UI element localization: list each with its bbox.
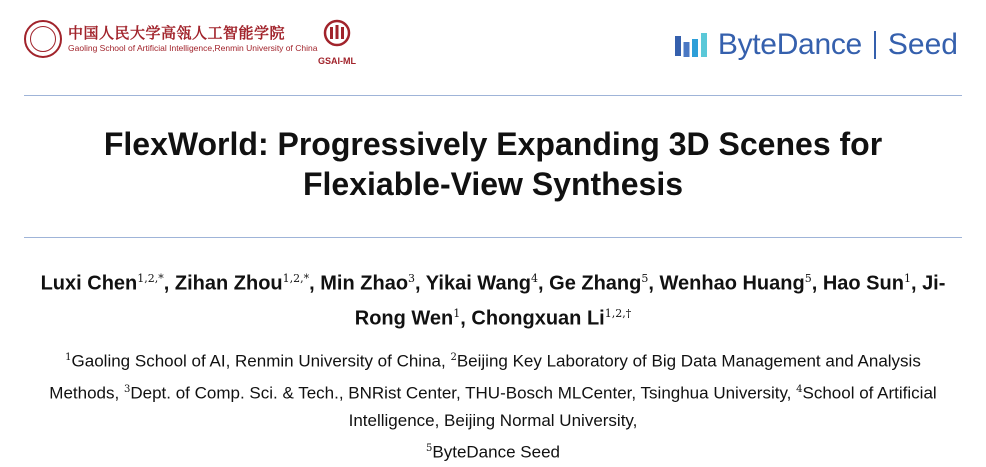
author: Zihan Zhou xyxy=(174,272,283,295)
bytedance-bars-icon xyxy=(674,30,710,60)
author: Ji-Rong Wen xyxy=(354,272,946,330)
affil-mark: 5 xyxy=(426,443,433,455)
affil-mark: 1 xyxy=(65,352,72,363)
top-divider xyxy=(24,95,962,96)
title-divider xyxy=(24,237,962,238)
author-affil-mark: 4 xyxy=(531,272,539,285)
author-affil-mark: 1,2,* xyxy=(137,272,164,285)
affiliation-list xyxy=(30,344,956,467)
ruc-name-cn: 中国人民大学高瓴人工智能学院 xyxy=(68,24,286,42)
author: Yikai Wang xyxy=(425,272,532,295)
logo-separator xyxy=(874,31,876,59)
affil-mark: 2 xyxy=(450,352,457,363)
gsai-emblem-icon xyxy=(317,18,357,50)
affiliation: Dept. of Comp. Sci. & Tech., BNRist Center, THU-Bosch MLCenter, Tsinghua University, xyxy=(130,383,792,403)
title-line-1: FlexWorld: Progressively Expanding 3D Scenes for xyxy=(103,126,883,162)
paper-title xyxy=(0,124,986,204)
affil-mark: 4 xyxy=(796,383,803,395)
author: Ge Zhang xyxy=(549,272,642,295)
author-affil-mark: 1 xyxy=(903,272,911,285)
author: Min Zhao xyxy=(320,272,409,295)
bytedance-seed-logo xyxy=(674,28,958,62)
author-affil-mark: 1,2,† xyxy=(604,306,632,320)
affiliation: School of Artificial Intelligence, Beijing Normal University, xyxy=(348,383,937,431)
affil-mark: 3 xyxy=(123,383,131,395)
ruc-name-en: Gaoling School of Artificial Intelligence,Renmin University of China xyxy=(68,43,318,53)
ruc-logo xyxy=(24,20,317,58)
author-affil-mark: 5 xyxy=(804,272,812,285)
author-affil-mark: 3 xyxy=(408,272,416,285)
author: Hao Sun xyxy=(822,272,904,295)
title-line-2: Flexiable-View Synthesis xyxy=(302,166,683,202)
affiliation: Beijing Key Laboratory of Big Data Management and Analysis Methods, xyxy=(49,351,921,403)
author-affil-mark: 1,2,* xyxy=(282,272,310,285)
author-list: Luxi Chen$^{1,2,*}$, Zihan Zhou$^{1,2,*}$, Min Zhao$^3$, Yikai Wang$^4$, Ge Zhang$^5$, Wenhao Huang$^5$, Hao Sun$^1$, Ji-Rong Wen$^1$, Chongxuan $Li^{1,2,\dagger}$ xyxy=(40,272,946,330)
ruc-seal-icon xyxy=(24,20,62,58)
bytedance-name: ByteDance xyxy=(717,28,862,61)
header xyxy=(0,0,986,90)
seed-name: Seed xyxy=(887,28,958,61)
author: Luxi Chen xyxy=(40,272,138,295)
gsai-label: GSAI-ML xyxy=(318,56,356,66)
affiliation: Gaoling School of AI, Renmin University of China, xyxy=(71,351,446,371)
author-affil-mark: 1 xyxy=(453,306,461,320)
author: Chongxuan Li xyxy=(471,307,605,330)
affiliation: ByteDance Seed xyxy=(432,442,560,462)
author: Wenhao Huang xyxy=(659,272,805,295)
author-affil-mark: 5 xyxy=(641,272,649,285)
gsai-logo xyxy=(312,18,362,66)
